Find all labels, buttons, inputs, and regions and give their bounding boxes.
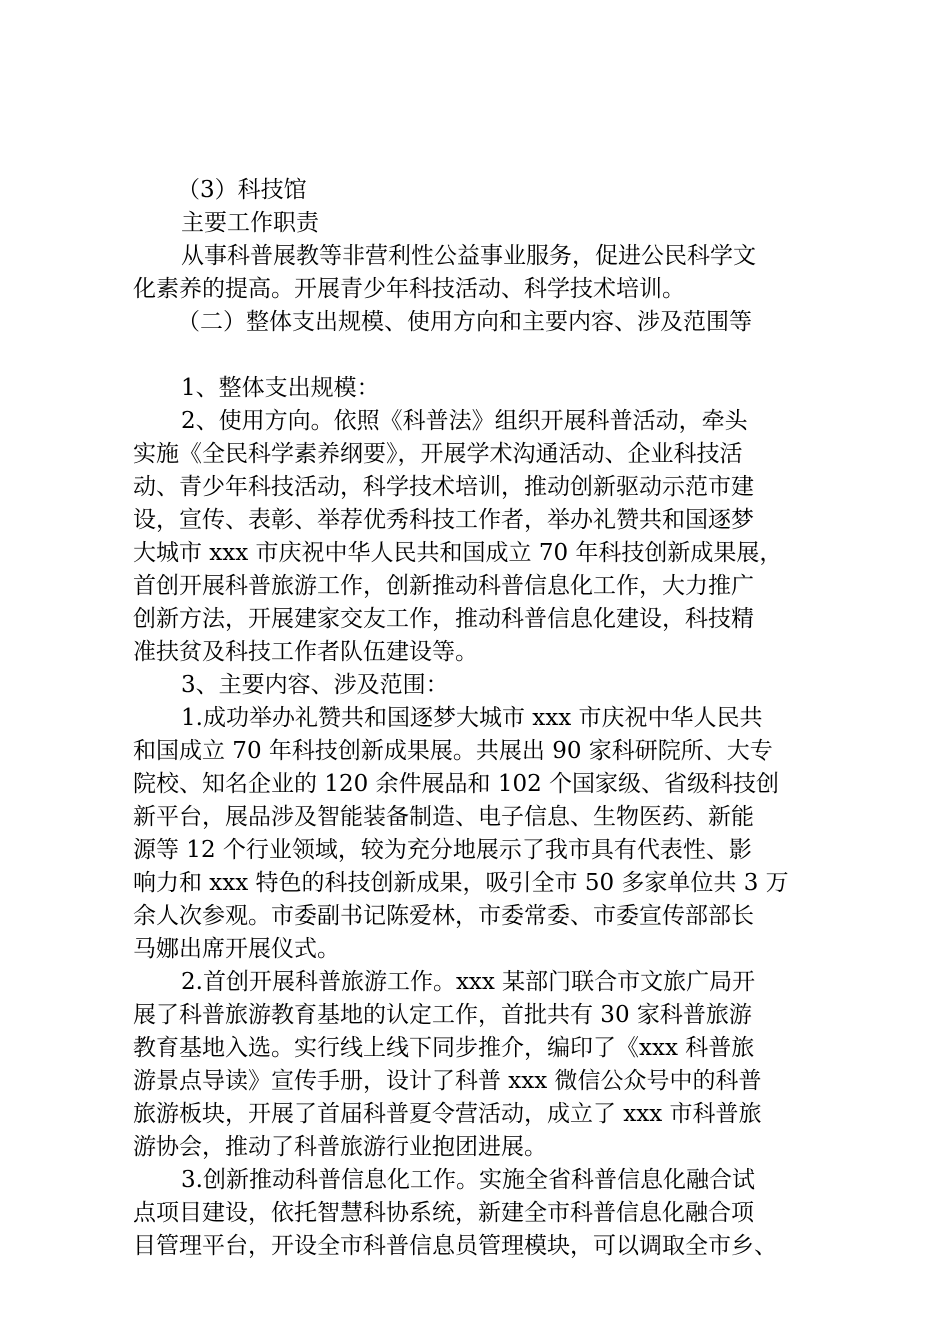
paragraph-line: 新平台，展品涉及智能装备制造、电子信息、生物医药、新能 [133,804,754,830]
paragraph-line: 余人次参观。市委副书记陈爱林，市委常委、市委宣传部部长 [133,903,754,929]
paragraph-line: 响力和 xxx 特色的科技创新成果，吸引全市 50 多家单位共 3 万 [133,870,789,896]
section-heading-expenditure: （二）整体支出规模、使用方向和主要内容、涉及范围等 [177,309,752,335]
duties-heading: 主要工作职责 [181,210,319,236]
paragraph-line: 创新方法，开展建家交友工作，推动科普信息化建设，科技精 [133,606,754,632]
paragraph-line: 设，宣传、表彰、举荐优秀科技工作者，举办礼赞共和国逐梦 [133,507,754,533]
paragraph-line: 2.首创开展科普旅游工作。xxx 某部门联合市文旅广局开 [181,969,756,995]
paragraph-line: 游景点导读》宣传手册，设计了科普 xxx 微信公众号中的科普 [133,1068,762,1094]
paragraph-line: 院校、知名企业的 120 余件展品和 102 个国家级、省级科技创 [133,771,780,797]
paragraph-line: 目管理平台，开设全市科普信息员管理模块，可以调取全市乡、 [133,1233,777,1259]
paragraph-line: 教育基地入选。实行线上线下同步推介，编印了《xxx 科普旅 [133,1035,755,1061]
item-heading-scale: 1、整体支出规模： [181,375,380,401]
paragraph-line: 首创开展科普旅游工作，创新推动科普信息化工作，大力推广 [133,573,754,599]
paragraph-line: 准扶贫及科技工作者队伍建设等。 [133,639,478,665]
paragraph-line: 马娜出席开展仪式。 [133,936,340,962]
subsection-heading-science-museum: （3）科技馆 [177,177,307,203]
paragraph-line: 动、青少年科技活动，科学技术培训，推动创新驱动示范市建 [133,474,754,500]
paragraph-line: 大城市 xxx 市庆祝中华人民共和国成立 70 年科技创新成果展， [133,540,783,566]
paragraph-line: 从事科普展教等非营利性公益事业服务，促进公民科学文 [181,243,756,269]
paragraph-line: 旅游板块，开展了首届科普夏令营活动，成立了 xxx 市科普旅 [133,1101,762,1127]
paragraph-line: 化素养的提高。开展青少年科技活动、科学技术培训。 [133,276,685,302]
blank-line [133,339,823,372]
item-heading-content: 3、主要内容、涉及范围： [181,672,449,698]
paragraph-line: 2、使用方向。依照《科普法》组织开展科普活动，牵头 [181,408,748,434]
paragraph-line: 1.成功举办礼赞共和国逐梦大城市 xxx 市庆祝中华人民共 [181,705,763,731]
paragraph-line: 展了科普旅游教育基地的认定工作，首批共有 30 家科普旅游 [133,1002,752,1028]
paragraph-line: 3.创新推动科普信息化工作。实施全省科普信息化融合试 [181,1167,755,1193]
paragraph-line: 源等 12 个行业领域，较为充分地展示了我市具有代表性、影 [133,837,752,863]
paragraph-line: 实施《全民科学素养纲要》，开展学术沟通活动、企业科技活 [133,441,743,467]
document-body [133,174,823,1263]
paragraph-line: 点项目建设，依托智慧科协系统，新建全市科普信息化融合项 [133,1200,754,1226]
paragraph-line: 游协会，推动了科普旅游行业抱团进展。 [133,1134,547,1160]
paragraph-line: 和国成立 70 年科技创新成果展。共展出 90 家科研院所、大专 [133,738,773,764]
